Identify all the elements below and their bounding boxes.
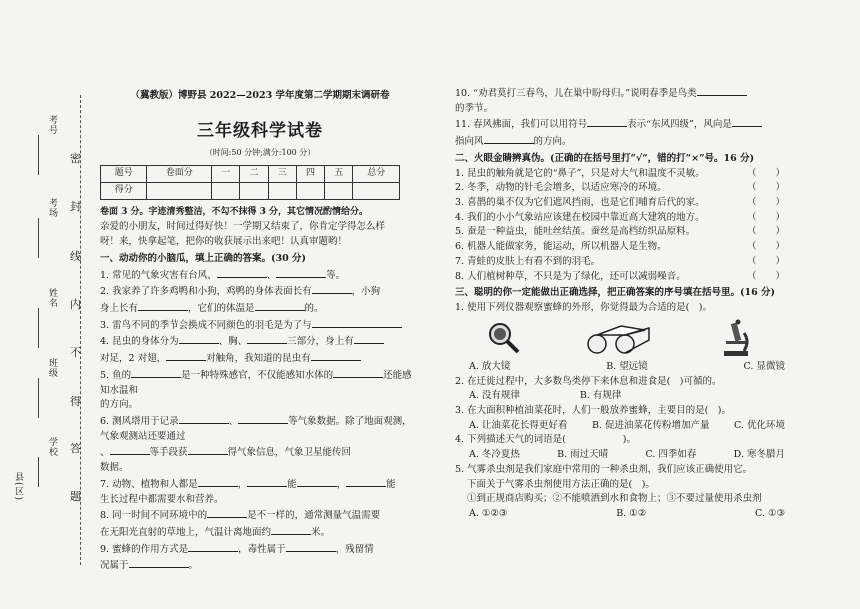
seal-word: 线 [70,250,81,263]
microscope-icon [718,319,754,357]
question-1-2 [100,283,420,316]
option-c[interactable]: C. 四季如春 [645,449,697,461]
mc-options-4 [455,448,785,463]
answer-blank[interactable] [271,524,311,535]
q-text: 是不一样的，通常测量气温需要 [247,510,381,522]
tf-item [455,196,785,211]
answer-blank[interactable] [238,413,288,424]
score-header-cell: 总分 [353,166,400,183]
q-text: 身上长有 [100,302,139,314]
q-text: 等气象数据。除了地 [288,416,374,428]
mc-question-5-line3: ①到正规商店购买；②不能喷洒到水和食物上；③不要过量使用杀虫剂 [467,493,762,505]
tf-item [455,240,785,255]
q-text: 能 [386,478,396,490]
q-text: 的。 [304,302,324,314]
score-cell[interactable] [325,183,353,200]
tf-answer-paren[interactable]: （ ） [746,226,785,238]
option-c[interactable]: C. 显微镜 [743,360,785,372]
q-text: 8. 同一时间不同环境中的 [100,510,208,522]
mc-question-5-line2: 下面关于气雾杀虫剂使用方法正确的是( )。 [467,478,655,490]
q-text: 7. 动物、植物和人都是 [100,478,198,490]
q-text: 、 [266,269,277,281]
answer-blank[interactable] [286,541,336,552]
score-cell[interactable] [268,183,296,200]
question-1-10 [455,85,785,116]
binding-label-school: 学校 [47,437,57,457]
question-1-4 [100,333,420,366]
tf-item [455,255,785,270]
section3-title: 三、聪明的你一定能做出正确选择，把正确答案的序号填在括号里。(16 分) [455,287,776,299]
seal-word: 得 [70,395,81,408]
exam-number-line [38,135,39,175]
answer-blank[interactable] [312,317,402,328]
answer-blank[interactable] [333,367,383,378]
mc-question-2-stem: 2. 在迁徙过程中，大多数鸟类停下来休息和进食是( )可循的。 [455,375,722,387]
option-b[interactable]: B. 有规律 [579,390,622,402]
magnifier-icon [486,320,522,356]
tf-text: 7. 青蛙的皮肤上有看不到的羽毛。 [455,255,601,267]
q-text: 3. 雷鸟不同的季节会换成不同颜色的羽毛是为了与 [100,319,312,331]
score-header-cell: 二 [240,166,268,183]
note-line: 亲爱的小朋友，时间过得好快！一学期又结束了，你肯定学得怎么样 [100,221,386,233]
answer-blank[interactable] [217,267,267,278]
exam-room-line [38,218,39,258]
q-text: 的季节。 [455,102,494,114]
q-text: ， [237,478,248,490]
answer-blank[interactable] [587,116,627,127]
option-b[interactable]: B. ①② [616,507,647,519]
seal-word: 题 [70,490,81,503]
q-text: ，它们的体温是 [188,302,255,314]
score-cell[interactable] [212,183,240,200]
section1-title: 一、动动你的小脑瓜，填上正确的答案。(30 分) [100,252,307,264]
answer-blank[interactable] [129,557,189,568]
q-text: 况属于 [100,560,129,572]
seal-word: 密 [70,152,81,165]
seal-word: 内 [70,298,81,311]
option-b[interactable]: B. 望远镜 [606,360,648,372]
tf-text: 3. 喜鹊的巢不仅为它们遮风挡雨，也是它们哺育后代的家。 [455,197,705,209]
section2-title: 二、火眼金睛辨真伪。(正确的在括号里打“√”，错的打“×”号。16 分) [455,152,755,164]
q-text: ，残留情 [335,543,374,555]
answer-blank[interactable] [166,350,206,361]
tf-answer-paren[interactable]: （ ） [746,211,785,223]
q-text: 6. 测风塔用于记录 [100,416,179,428]
class-line [38,378,39,418]
q-text: 无阳光直射的草地上，气温计离地面约 [109,527,272,539]
answer-blank[interactable] [188,444,228,455]
q-text: ，小狗 [351,286,381,298]
question-1-6 [100,413,420,476]
q-text: 米。 [311,527,331,539]
answer-blank[interactable] [247,476,287,487]
answer-blank[interactable] [179,333,219,344]
tf-item [455,167,785,182]
tf-text: 8. 人们植树种草，不只是为了绿化，还可以减弱噪音。 [455,270,686,282]
name-line [38,308,39,348]
answer-blank[interactable] [312,283,352,294]
seal-word: 答 [70,442,81,455]
answer-blank[interactable] [247,333,287,344]
answer-blank[interactable] [484,133,534,144]
q-text: 表示“东风四级”，风向是 [627,119,732,131]
option-d[interactable]: D. 寒冬腊月 [733,449,785,461]
tf-answer-paren[interactable]: （ ） [746,167,785,179]
q-text: 三部分，身上有 [287,336,354,348]
score-header-cell: 卷面分 [147,166,212,183]
option-c[interactable]: C. 优化环境 [734,419,785,431]
score-header-cell: 题号 [101,166,147,183]
mc-options-2 [455,389,785,404]
q-text: 还能感知水温和 [100,369,412,396]
answer-blank[interactable] [207,507,247,518]
tf-text: 2. 冬季，动物的针毛会增多，以适应寒冷的环境。 [455,182,667,194]
answer-blank[interactable] [311,350,361,361]
q-text: 对触角，我知道的昆虫有 [206,353,311,365]
tf-answer-paren[interactable]: （ ） [746,182,785,194]
score-row-label: 得分 [101,183,147,200]
answer-blank[interactable] [198,476,238,487]
answer-blank[interactable] [732,116,762,127]
tf-text: 5. 蚕是一种益虫，能吐丝结茧。蚕丝是高档纺织品原料。 [455,226,696,238]
q-text: 等手段获 [149,447,188,459]
mc-options-3 [455,419,785,434]
q-text: 1. 常见的气象灾害有台风、 [100,269,217,281]
q-text: 在 [100,527,110,539]
tf-item [455,211,785,226]
question-1-7 [100,476,420,507]
mc-question-3-stem: 3. 在大面积种植油菜花时，人们一般放养蜜蜂，主要目的是( )。 [455,404,731,416]
q-text: 面观测，气象观测站还要通过 [100,416,412,442]
score-header-cell: 三 [268,166,296,183]
exam-header: （冀教版）博野县 2022—2023 学年度第二学期期末调研卷 [130,90,390,101]
question-1-9 [100,541,420,574]
answer-blank[interactable] [188,541,238,552]
q-text: 5. 鱼的 [100,369,132,381]
q-text: 对足，2 对翅， [100,353,167,365]
q-text: 指向风 [455,136,484,148]
q-text: ， [336,478,347,490]
q-text: 2. 我家养了许多鸡鸭和小狗，鸡鸭的身体表面长有 [100,286,312,298]
option-b[interactable]: B. 促进油菜花传粉增加产量 [591,419,710,431]
seal-word: 封 [70,200,81,213]
score-header-cell: 五 [325,166,353,183]
binding-label-county: 县(区) [13,472,23,502]
answer-blank[interactable] [346,476,386,487]
option-c[interactable]: C. ①③ [754,507,785,519]
option-a[interactable]: A. 冬冷夏热 [469,449,520,461]
q-text: 、胸、 [218,336,248,348]
answer-blank[interactable] [131,367,181,378]
score-cell[interactable] [296,183,324,200]
binding-label-exam-room: 考场 [47,198,57,218]
q-text: 、 [100,447,110,459]
tf-text: 1. 昆虫的触角就是它的“鼻子”，只是对大气和温度不灵敏。 [455,167,705,179]
q-text: 9. 蜜蜂的作用方式是 [100,543,189,555]
tf-answer-paren[interactable]: （ ） [746,241,785,253]
tf-item [455,270,785,285]
tf-text: 6. 机器人能做家务，能运动，所以机器人是生物。 [455,241,667,253]
q-text: 得气象信息，气象卫星能传回 [227,447,352,459]
option-a[interactable]: A. 没有规律 [469,390,520,402]
score-header-cell: 四 [296,166,324,183]
binding-margin [0,0,95,609]
answer-blank[interactable] [697,85,747,96]
score-header-cell: 一 [212,166,240,183]
option-a[interactable]: A. ①②③ [469,507,508,519]
score-cell[interactable] [353,183,400,200]
q-text: ，毒性属于 [238,543,286,555]
score-table [100,165,400,200]
score-cell[interactable] [240,183,268,200]
question-1-1 [100,267,420,284]
option-b[interactable]: B. 雨过天晴 [557,449,609,461]
right-column [455,85,785,522]
tf-answer-paren[interactable]: （ ） [746,197,785,209]
question-1-11 [455,116,785,149]
q-text: 10. “劝君莫打三春鸟，儿在巢中盼母归。”说明春季是鸟类 [455,88,697,99]
answer-blank[interactable] [179,413,229,424]
answer-blank[interactable] [297,476,337,487]
q-text: 4. 昆虫的身体分为 [100,336,179,348]
option-a[interactable]: A. 放大镜 [469,360,511,372]
exam-subtitle: （时间:50 分钟;满分:100 分） [204,148,316,158]
question-1-5 [100,367,420,413]
binding-label-class: 班级 [47,358,57,378]
q-text: 能 [287,478,297,490]
q-text: 是一种特殊感官，不仅能感知水体的 [181,369,334,381]
q-text: 的方向。 [100,399,139,411]
mc-question-5-stem: 5. 气雾杀虫剂是我们家庭中常用的一种杀虫剂，我们应该正确使用它。 [455,463,753,475]
q-text: 。 [188,560,199,572]
seal-word: 不 [70,346,81,359]
question-1-8 [100,507,420,540]
answer-blank[interactable] [110,444,150,455]
mc-question-1-stem: 1. 使用下列仪器观察蜜蜂的外形，你觉得最为合适的是( )。 [455,302,712,314]
school-line [38,457,39,487]
mc-options-1 [455,360,785,375]
tf-item [455,181,785,196]
left-column [100,85,420,574]
note-line: 卷面 3 分。字迹清秀整洁，不勾不抹得 3 分，其它情况酌情给分。 [100,207,369,218]
score-cell[interactable] [147,183,212,200]
q-text: 的方向。 [533,136,572,148]
binding-label-exam-number: 考号 [47,115,57,135]
tf-answer-paren[interactable]: （ ） [746,255,785,267]
mc-options-5 [455,507,785,522]
answer-blank[interactable] [255,300,305,311]
q-text: 11. 春风拂面，我们可以用符号 [455,119,588,131]
q-text: 数据。 [100,462,129,474]
q-text: 生长过程中都需要水和营养。 [100,493,224,505]
option-a[interactable]: A. 让油菜花长得更好看 [469,419,568,431]
binoculars-icon [585,320,655,356]
tf-text: 4. 我们的小小气象站应该建在校园中靠近高大建筑的地方。 [455,211,705,223]
tf-answer-paren[interactable]: （ ） [746,270,785,282]
instrument-pictures [455,318,785,358]
q-text: 、 [228,416,239,428]
answer-blank[interactable] [354,333,384,344]
question-1-3 [100,317,420,334]
answer-blank[interactable] [138,300,188,311]
q-text: 等。 [326,269,346,281]
score-table-header-row [101,166,400,183]
score-table-score-row [101,183,400,200]
mc-question-4-stem: 4. 下列描述天气的词语是( )。 [455,434,636,446]
tf-item [455,225,785,240]
page-title: 三年级科学试卷 [197,120,323,141]
note-line: 呀！来，快拿起笔，把你的收获展示出来吧！认真审题哟！ [100,236,348,248]
answer-blank[interactable] [276,267,326,278]
binding-label-name: 姓名 [47,288,57,308]
